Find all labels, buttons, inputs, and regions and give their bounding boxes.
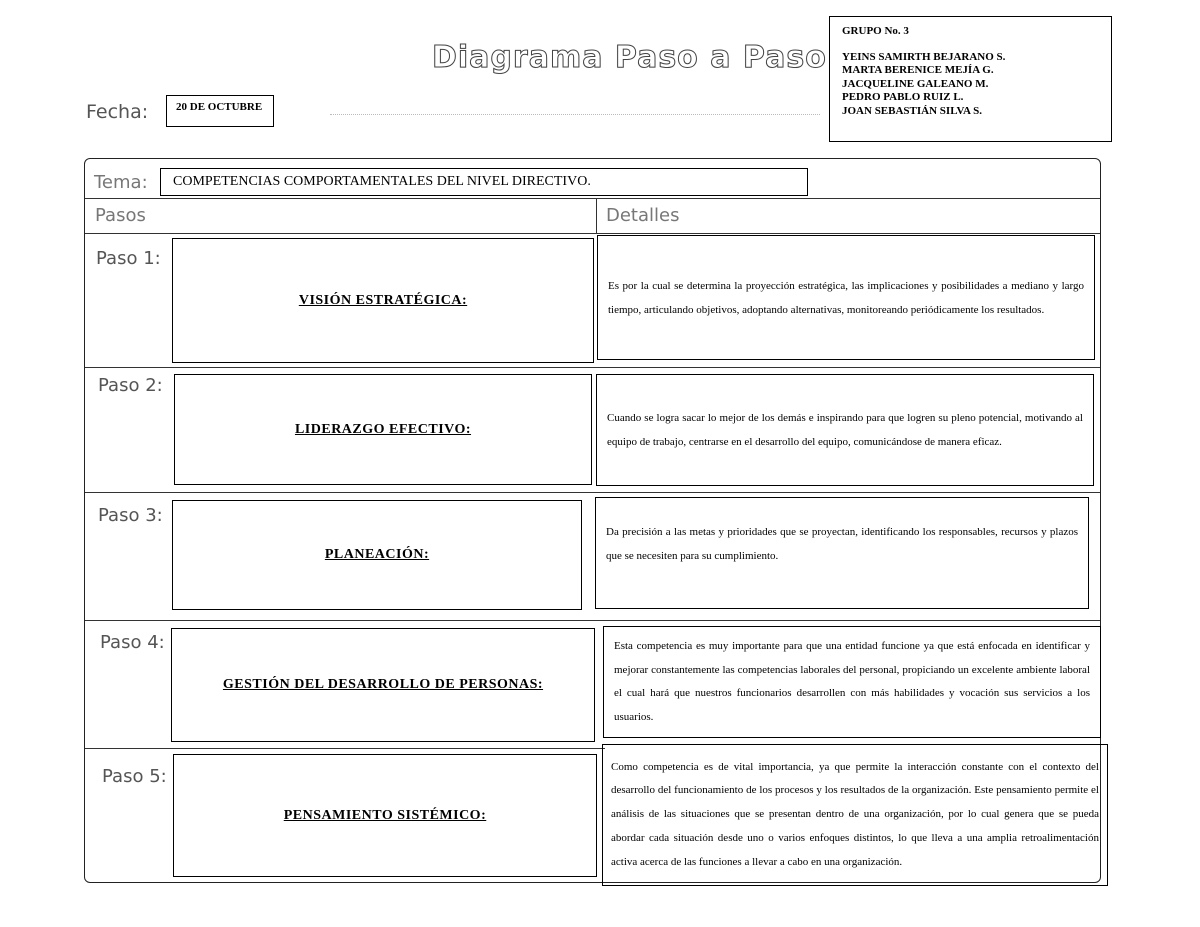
step-name: LIDERAZGO EFECTIVO: [294, 421, 472, 437]
step-detail: Como competencia es de vital importancia, ya que permite la interacción constante con el contexto del desarrollo del funcionamiento de los procesos y los resultados de la organización. Este pensamiento permite el análisis de las situaciones que se presentan dentro de una organización, por lo cual genera que se pueda abordar cada situación desde uno o varios enfoques distintos, lo que lleva a una amplia retroalimentación activa acerca de las funciones a llevar a cabo en una organización. [611, 760, 1099, 868]
step-detail: Esta competencia es muy importante para que una entidad funcione ya que está enfocada en identificar y mejorar constantemente las competencias laborales del personal, propiciando un excelente ambiente laboral el cual hará que nuestros funcionarios desarrollen con más habilidades y vocación sus servicios a los usuarios. [614, 640, 1090, 723]
group-member: MARTA BERENICE MEJÍA G. [842, 64, 994, 76]
detalles-column-header: Detalles [606, 205, 680, 226]
step-name: VISIÓN ESTRATÉGICA: [298, 292, 468, 308]
step-label: Paso 3: [98, 505, 163, 526]
group-member: YEINS SAMIRTH BEJARANO S. [842, 50, 1006, 63]
group-member: JOAN SEBASTIÁN SILVA S. [842, 104, 983, 117]
step-name-box[interactable] [173, 754, 597, 877]
step-label: Paso 1: [96, 248, 161, 269]
tema-field[interactable]: COMPETENCIAS COMPORTAMENTALES DEL NIVEL DIRECTIVO. [160, 168, 808, 196]
header-divider [85, 233, 1100, 234]
step-detail-box[interactable] [597, 235, 1095, 360]
step-name-box[interactable] [174, 374, 592, 485]
row-divider [85, 620, 1100, 621]
step-name-box[interactable] [172, 238, 594, 363]
fecha-field[interactable]: 20 DE OCTUBRE [166, 95, 274, 127]
fecha-label: Fecha: [86, 101, 149, 123]
step-label: Paso 4: [100, 632, 165, 653]
step-name: GESTIÓN DEL DESARROLLO DE PERSONAS: [222, 677, 544, 692]
tema-label: Tema: [94, 172, 148, 193]
tema-divider [85, 198, 1100, 199]
row-divider [85, 492, 1100, 493]
group-title: GRUPO No. 3 [842, 25, 909, 37]
step-detail-box[interactable] [595, 497, 1089, 609]
step-name: PLANEACIÓN: [324, 547, 430, 562]
dotted-divider [330, 112, 820, 115]
group-member: JACQUELINE GALEANO M. [842, 77, 989, 90]
page-title: Diagrama Paso a Paso [432, 40, 827, 75]
step-detail: Cuando se logra sacar lo mejor de los demás e inspirando para que logren su pleno potencial, motivando al equipo de trabajo, centrarse en el desarrollo del equipo, comunicándose de manera eficaz. [607, 412, 1083, 448]
column-divider [596, 199, 597, 233]
group-info-box [829, 16, 1112, 142]
step-detail: Da precisión a las metas y prioridades que se proyectan, identificando los responsables, recursos y plazos que se necesiten para su cumplimiento. [606, 526, 1078, 562]
row-divider [85, 748, 605, 749]
step-detail-box[interactable] [596, 374, 1094, 486]
pasos-column-header: Pasos [95, 205, 146, 226]
step-detail-box[interactable] [602, 744, 1108, 886]
step-label: Paso 2: [98, 375, 163, 396]
step-name: PENSAMIENTO SISTÉMICO: [283, 807, 487, 823]
step-label: Paso 5: [102, 766, 167, 787]
step-detail-box[interactable] [603, 626, 1101, 738]
step-name-box[interactable] [171, 628, 595, 742]
step-detail: Es por la cual se determina la proyección estratégica, las implicaciones y posibilidades a mediano y largo tiempo, articulando objetivos, adoptando alternativas, monitoreando periódicamente los resultados. [608, 279, 1084, 316]
step-name-box[interactable] [172, 500, 582, 610]
row-divider [85, 367, 1100, 368]
group-member: PEDRO PABLO RUIZ L. [842, 91, 964, 103]
